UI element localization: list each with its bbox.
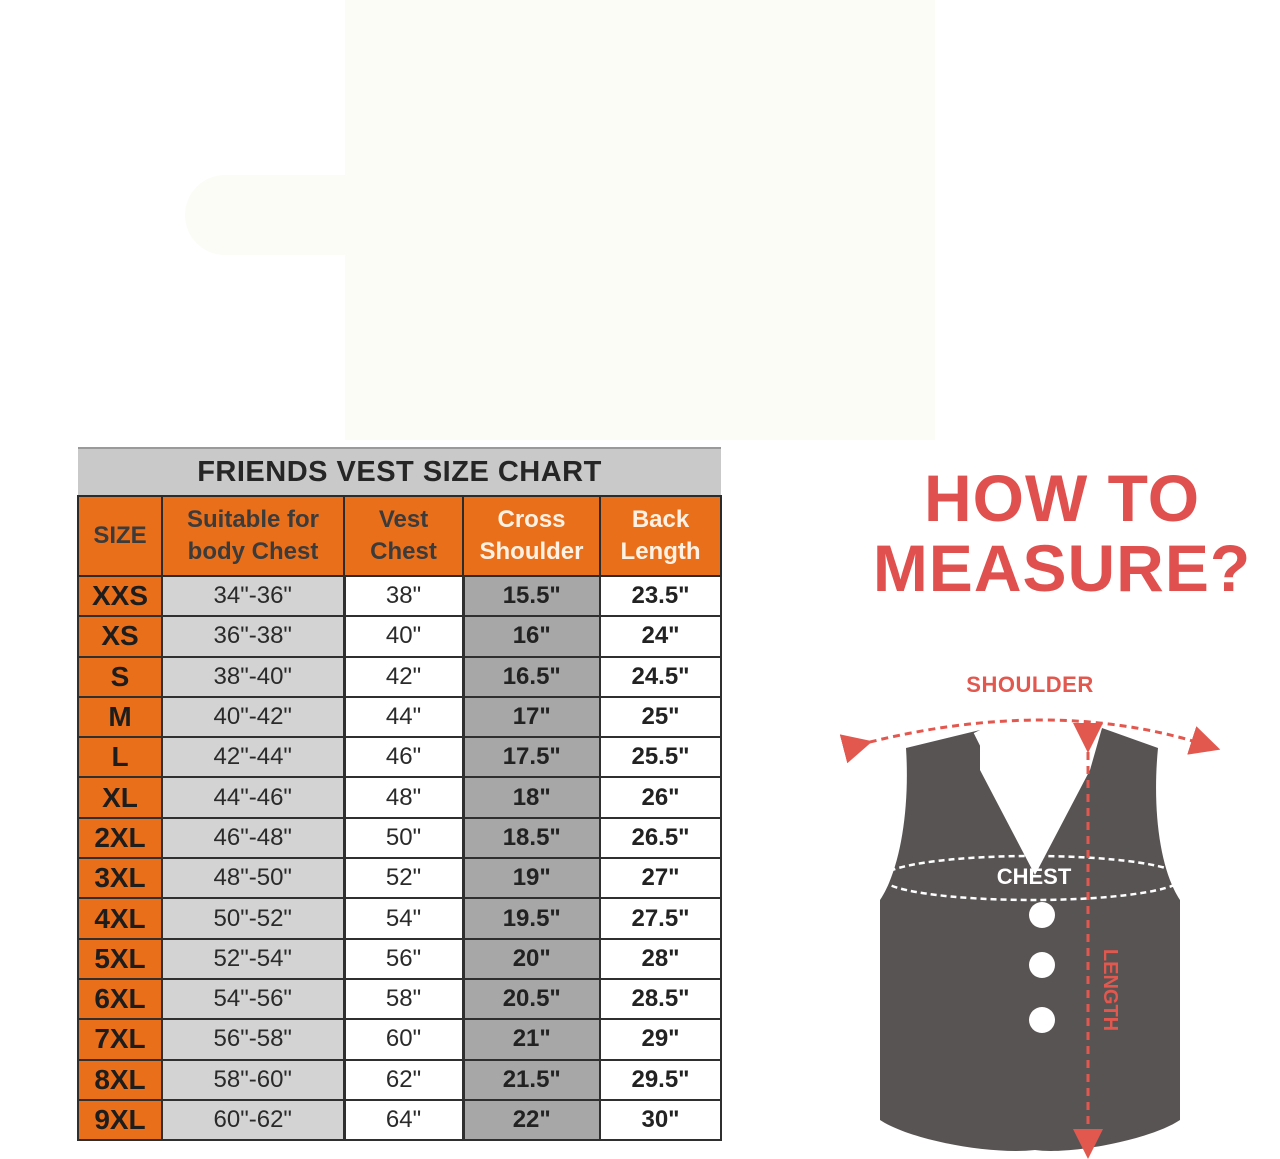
cross-shoulder-cell: 16" (463, 616, 600, 656)
table-row (78, 657, 721, 697)
back-length-cell: 28" (600, 939, 721, 979)
background-faint-shape (185, 175, 415, 255)
size-cell: M (78, 697, 162, 737)
vest-chest-cell: 38" (344, 576, 463, 616)
body-chest-cell: 42"-44" (162, 737, 344, 777)
cross-shoulder-cell: 15.5" (463, 576, 600, 616)
back-length-cell: 25.5" (600, 737, 721, 777)
table-row (78, 777, 721, 817)
header-size: SIZE (78, 496, 162, 576)
size-cell: 3XL (78, 858, 162, 898)
vest-chest-cell: 60" (344, 1019, 463, 1059)
size-cell: XL (78, 777, 162, 817)
size-cell: 8XL (78, 1060, 162, 1100)
size-cell: XS (78, 616, 162, 656)
size-cell: XXS (78, 576, 162, 616)
back-length-cell: 26.5" (600, 818, 721, 858)
cross-shoulder-cell: 22" (463, 1100, 600, 1140)
back-length-cell: 24.5" (600, 657, 721, 697)
vest-chest-cell: 62" (344, 1060, 463, 1100)
size-cell: 5XL (78, 939, 162, 979)
header-vest-chest: Vest Chest (344, 496, 463, 576)
table-row (78, 1100, 721, 1140)
vest-chest-cell: 42" (344, 657, 463, 697)
shoulder-label: SHOULDER (966, 672, 1094, 697)
body-chest-cell: 44"-46" (162, 777, 344, 817)
vest-chest-cell: 52" (344, 858, 463, 898)
back-length-cell: 28.5" (600, 979, 721, 1019)
table-row (78, 576, 721, 616)
length-label: LENGTH (1099, 948, 1121, 1032)
body-chest-cell: 36"-38" (162, 616, 344, 656)
body-chest-cell: 52"-54" (162, 939, 344, 979)
table-row (78, 616, 721, 656)
size-cell: 7XL (78, 1019, 162, 1059)
back-length-cell: 26" (600, 777, 721, 817)
cross-shoulder-cell: 21.5" (463, 1060, 600, 1100)
chest-label: CHEST (996, 864, 1072, 889)
vest-chest-cell: 56" (344, 939, 463, 979)
size-cell: 2XL (78, 818, 162, 858)
vest-icon (840, 700, 1260, 1159)
table-row (78, 737, 721, 777)
body-chest-cell: 48"-50" (162, 858, 344, 898)
body-chest-cell: 54"-56" (162, 979, 344, 1019)
cross-shoulder-cell: 16.5" (463, 657, 600, 697)
table-row (78, 898, 721, 938)
size-chart-table (77, 447, 722, 1141)
how-to-measure-title: HOW TO MEASURE? (872, 461, 1252, 605)
chart-rows (78, 576, 721, 1140)
table-row (78, 1019, 721, 1059)
table-row (78, 818, 721, 858)
table-row (78, 697, 721, 737)
cross-shoulder-cell: 17.5" (463, 737, 600, 777)
back-length-cell: 25" (600, 697, 721, 737)
cross-shoulder-cell: 19" (463, 858, 600, 898)
header-back-length: Back Length (600, 496, 721, 576)
table-row (78, 1060, 721, 1100)
cross-shoulder-cell: 21" (463, 1019, 600, 1059)
back-length-cell: 29.5" (600, 1060, 721, 1100)
cross-shoulder-cell: 20.5" (463, 979, 600, 1019)
size-cell: 6XL (78, 979, 162, 1019)
vest-button (1029, 952, 1055, 978)
body-chest-cell: 56"-58" (162, 1019, 344, 1059)
cross-shoulder-cell: 19.5" (463, 898, 600, 938)
cross-shoulder-cell: 17" (463, 697, 600, 737)
vest-chest-cell: 44" (344, 697, 463, 737)
header-cross-shoulder: Cross Shoulder (463, 496, 600, 576)
size-cell: 9XL (78, 1100, 162, 1140)
cross-shoulder-cell: 18" (463, 777, 600, 817)
back-length-cell: 27" (600, 858, 721, 898)
back-length-cell: 27.5" (600, 898, 721, 938)
size-cell: L (78, 737, 162, 777)
vest-button (1029, 902, 1055, 928)
vest-chest-cell: 48" (344, 777, 463, 817)
body-chest-cell: 40"-42" (162, 697, 344, 737)
body-chest-cell: 38"-40" (162, 657, 344, 697)
vest-button (1029, 1007, 1055, 1033)
body-chest-cell: 34"-36" (162, 576, 344, 616)
back-length-cell: 23.5" (600, 576, 721, 616)
background-faint-shape (345, 0, 935, 440)
body-chest-cell: 60"-62" (162, 1100, 344, 1140)
vest-chest-cell: 54" (344, 898, 463, 938)
vest-chest-cell: 64" (344, 1100, 463, 1140)
back-length-cell: 30" (600, 1100, 721, 1140)
size-cell: 4XL (78, 898, 162, 938)
size-cell: S (78, 657, 162, 697)
header-body-chest: Suitable for body Chest (162, 496, 344, 576)
body-chest-cell: 46"-48" (162, 818, 344, 858)
table-row (78, 939, 721, 979)
back-length-cell: 29" (600, 1019, 721, 1059)
body-chest-cell: 58"-60" (162, 1060, 344, 1100)
body-chest-cell: 50"-52" (162, 898, 344, 938)
cross-shoulder-cell: 20" (463, 939, 600, 979)
chart-title: FRIENDS VEST SIZE CHART (78, 448, 721, 496)
shoulder-arrow (858, 720, 1206, 745)
vest-chest-cell: 40" (344, 616, 463, 656)
table-row (78, 858, 721, 898)
vest-chest-cell: 58" (344, 979, 463, 1019)
table-row (78, 979, 721, 1019)
back-length-cell: 24" (600, 616, 721, 656)
vest-chest-cell: 50" (344, 818, 463, 858)
cross-shoulder-cell: 18.5" (463, 818, 600, 858)
vest-chest-cell: 46" (344, 737, 463, 777)
